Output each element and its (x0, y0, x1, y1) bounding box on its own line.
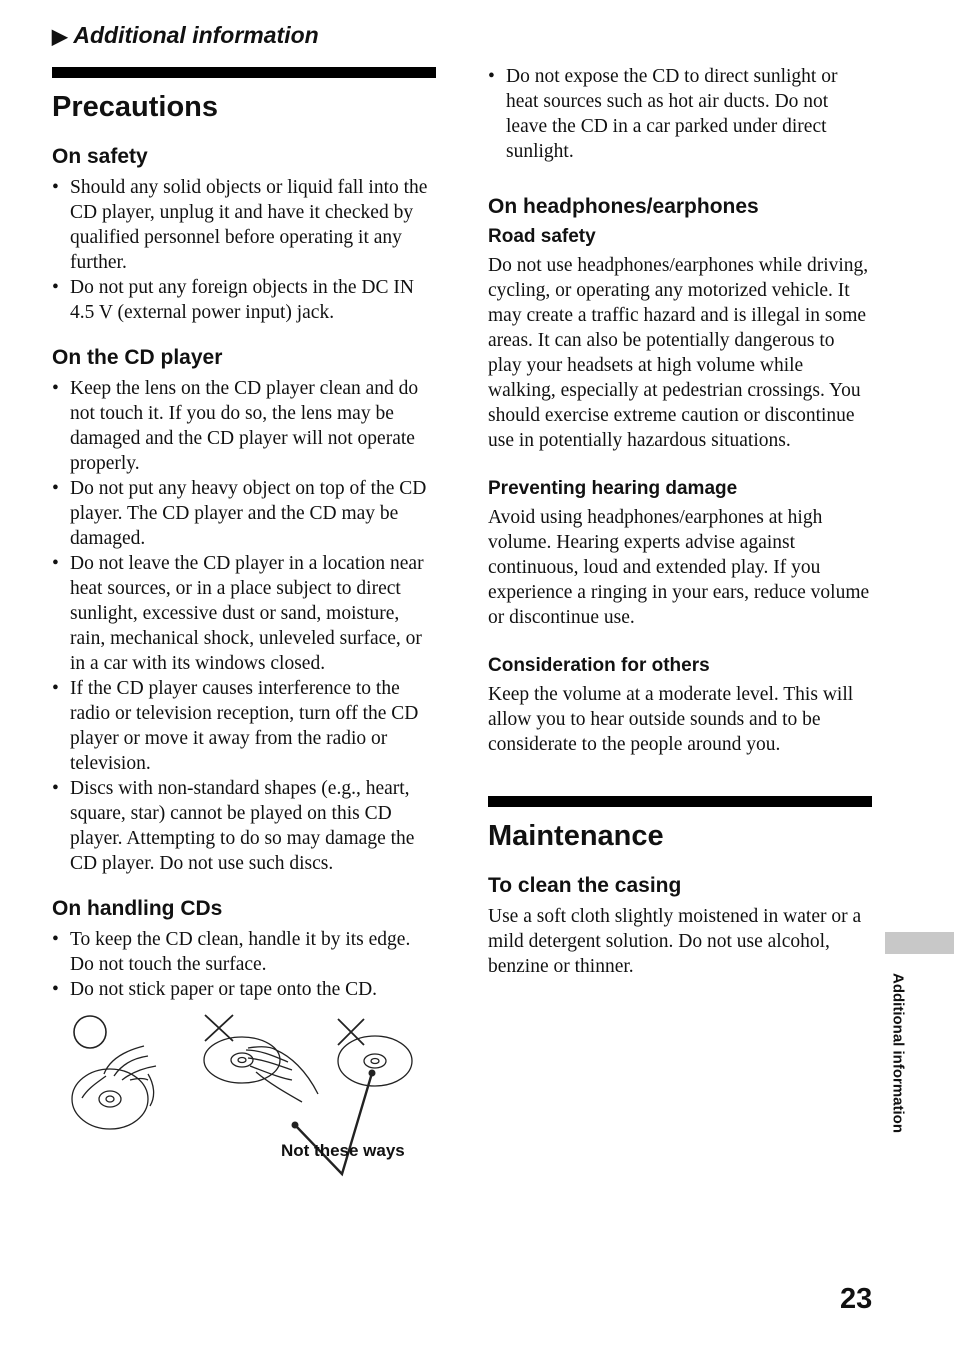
on-handling-cds-list (52, 927, 436, 1002)
section-label-text: Additional information (73, 22, 319, 48)
on-safety-list (52, 175, 436, 325)
heading-rule (52, 67, 436, 78)
cd-disc-wrong-1 (204, 1037, 280, 1083)
side-tab-label-text: Additional information (889, 973, 907, 1133)
consideration-heading: Consideration for others (488, 655, 710, 676)
on-safety-heading: On safety (52, 145, 148, 168)
figure-caption: Not these ways (281, 1141, 405, 1160)
wrong-mark-icon (205, 1015, 233, 1041)
section-label (52, 20, 319, 52)
list-item: • Should any solid objects or liquid fall into the CD player, unplug it and have it checked by qualified personnel before operating it any further. (52, 175, 436, 275)
left-column (52, 67, 436, 1184)
list-item: • If the CD player causes interference to the radio or television reception, turn off the CD player or move it away from the radio or television. (52, 676, 436, 776)
precautions-title: Precautions (52, 91, 218, 123)
heading-rule (488, 796, 872, 807)
list-item: • Discs with non-standard shapes (e.g., heart, square, star) cannot be played on this CD player. Attempting to do so may damage the CD player. Do not use such discs. (52, 776, 436, 876)
right-column (488, 64, 872, 979)
on-handling-cds-list-continued (488, 64, 872, 164)
list-item: • Do not leave the CD player in a location near heat sources, or in a place subject to direct sunlight, excessive dust or sand, moisture, rain, mechanical shock, unleveled surface, or in a car with its windows closed. (52, 551, 436, 676)
clean-casing-heading: To clean the casing (488, 874, 682, 897)
cd-handling-illustration (52, 1014, 436, 1184)
hand-correct (82, 1046, 156, 1106)
consideration-text: Keep the volume at a moderate level. This will allow you to hear outside sounds and to be considerate to the people around you. (488, 684, 854, 755)
on-cd-player-heading: On the CD player (52, 346, 223, 369)
triangle-marker-icon: ▶ (52, 26, 68, 48)
list-item: • Do not expose the CD to direct sunlight or heat sources such as hot air ducts. Do not leave the CD in a car parked under direct sunlight. (488, 64, 872, 164)
hearing-damage-text: Avoid using headphones/earphones at high volume. Hearing experts advise against continuous, loud and extended play. If you experience a ringing in your ears, reduce volume or discontinue use. (488, 507, 870, 628)
maintenance-title: Maintenance (488, 820, 664, 852)
wrong-mark-icon (338, 1019, 364, 1045)
list-item: • Do not stick paper or tape onto the CD. (52, 977, 436, 1002)
on-headphones-heading: On headphones/earphones (488, 195, 759, 218)
road-safety-heading: Road safety (488, 226, 596, 247)
correct-mark-icon (74, 1016, 106, 1048)
cd-disc-wrong-2 (338, 1036, 412, 1086)
hand-wrong-1 (246, 1047, 318, 1102)
on-cd-player-list (52, 376, 436, 876)
cd-disc-correct (72, 1069, 148, 1129)
side-tab (885, 932, 954, 954)
hearing-damage-heading: Preventing hearing damage (488, 478, 738, 499)
road-safety-text: Do not use headphones/earphones while driving, cycling, or operating any motorized vehicle. It may create a traffic hazard and is illegal in some areas. It can also be potentially dangerous to play your headsets at high volume while walking, especially at pedestrian crossings. You should exercise extreme caution or discontinue use in potentially hazardous situations. (488, 255, 869, 451)
list-item: • Do not put any heavy object on top of the CD player. The CD player and the CD may be damaged. (52, 476, 436, 551)
list-item: • Do not put any foreign objects in the DC IN 4.5 V (external power input) jack. (52, 275, 436, 325)
list-item: • To keep the CD clean, handle it by its edge. Do not touch the surface. (52, 927, 436, 977)
page-number: 23 (840, 1283, 873, 1315)
list-item: • Keep the lens on the CD player clean and do not touch it. If you do so, the lens may be damaged and the CD player will not operate properly. (52, 376, 436, 476)
clean-casing-text: Use a soft cloth slightly moistened in water or a mild detergent solution. Do not use alcohol, benzine or thinner. (488, 906, 862, 977)
on-handling-cds-heading: On handling CDs (52, 897, 223, 920)
